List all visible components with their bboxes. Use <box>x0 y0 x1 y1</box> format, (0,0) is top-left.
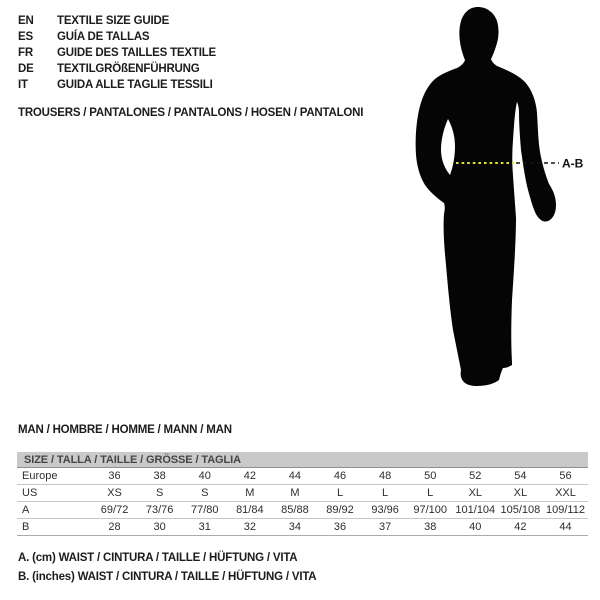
language-list <box>18 13 216 93</box>
language-row <box>18 45 216 61</box>
size-cell: 34 <box>288 521 302 533</box>
footnote-a-cm: A. (cm) WAIST / CINTURA / TAILLE / HÜFTUNG / VITA <box>18 552 298 564</box>
size-cell: XS <box>107 487 122 499</box>
man-silhouette <box>416 7 556 386</box>
measure-label: A-B <box>562 156 584 171</box>
size-cell: M <box>290 487 300 499</box>
size-row-label: B <box>22 521 30 533</box>
size-cell: 38 <box>424 521 437 533</box>
size-row-label: US <box>22 487 38 499</box>
size-cell: 32 <box>243 521 256 533</box>
language-label: GUIDA ALLE TAGLIE TESSILI <box>57 79 213 91</box>
size-cell: 40 <box>198 470 211 482</box>
size-cell: 31 <box>198 521 211 533</box>
size-cell: 81/84 <box>236 504 264 516</box>
size-table <box>17 452 588 536</box>
language-label: GUÍA DE TALLAS <box>57 31 150 43</box>
size-cell: 52 <box>469 470 482 482</box>
size-cell: 105/108 <box>500 504 541 516</box>
size-cell: 44 <box>288 470 302 482</box>
size-row-label: Europe <box>22 470 58 482</box>
size-cell: 73/76 <box>145 504 174 516</box>
silhouette-svg <box>400 0 600 412</box>
man-silhouette-figure <box>400 0 600 412</box>
language-label: TEXTILGRÖßENFÜHRUNG <box>57 63 200 75</box>
size-cell: S <box>201 487 209 499</box>
size-cell: 85/88 <box>281 504 309 516</box>
size-cell: L <box>336 487 344 499</box>
language-row <box>18 13 216 29</box>
size-cell: 30 <box>153 521 166 533</box>
language-code: EN <box>18 15 34 27</box>
language-row <box>18 29 216 45</box>
size-table-row <box>17 468 588 485</box>
size-cell: 109/112 <box>546 504 585 516</box>
category-title: TROUSERS / PANTALONES / PANTALONS / HOSEN / PANTALONI <box>18 107 364 119</box>
language-row <box>18 77 216 93</box>
size-cell: 42 <box>514 521 527 533</box>
language-code: DE <box>18 63 34 75</box>
language-code: ES <box>18 31 33 43</box>
size-cell: L <box>382 487 389 499</box>
size-row-label: A <box>22 504 30 516</box>
language-label: TEXTILE SIZE GUIDE <box>57 15 170 27</box>
size-cell: S <box>155 487 164 499</box>
size-cell: 77/80 <box>190 504 219 516</box>
size-cell: XL <box>513 487 528 499</box>
size-cell: 97/100 <box>413 504 448 516</box>
size-cell: 48 <box>378 470 392 482</box>
language-label: GUIDE DES TAILLES TEXTILE <box>57 47 216 59</box>
gender-title: MAN / HOMBRE / HOMME / MANN / MAN <box>18 424 232 436</box>
footnotes <box>18 549 316 587</box>
size-table-row <box>17 485 588 502</box>
size-table-row <box>17 519 588 536</box>
size-cell: 37 <box>378 521 392 533</box>
size-cell: 40 <box>469 521 482 533</box>
size-cell: XL <box>468 487 483 499</box>
size-cell: 44 <box>559 521 572 533</box>
size-cell: 38 <box>153 470 166 482</box>
size-cell: 56 <box>559 470 572 482</box>
size-cell: 69/72 <box>100 504 129 516</box>
language-row <box>18 61 216 77</box>
size-cell: XXL <box>555 487 576 499</box>
size-table-row <box>17 502 588 519</box>
size-cell: 54 <box>514 470 527 482</box>
footnote-b-inches: B. (inches) WAIST / CINTURA / TAILLE / HÜFTUNG / VITA <box>18 571 317 583</box>
size-cell: 28 <box>108 521 121 533</box>
language-code: IT <box>18 79 28 91</box>
size-table-header: SIZE / TALLA / TAILLE / GRÖSSE / TAGLIA <box>17 452 588 468</box>
size-cell: 46 <box>333 470 347 482</box>
size-cell: L <box>427 487 434 499</box>
size-cell: 89/92 <box>326 504 354 516</box>
size-cell: 101/104 <box>455 504 496 516</box>
size-table-body <box>17 468 588 536</box>
size-cell: 93/96 <box>371 504 399 516</box>
size-cell: 42 <box>243 470 256 482</box>
size-cell: 36 <box>108 470 121 482</box>
size-cell: 50 <box>424 470 437 482</box>
language-code: FR <box>18 47 33 59</box>
size-cell: M <box>245 487 255 499</box>
size-cell: 36 <box>333 521 347 533</box>
